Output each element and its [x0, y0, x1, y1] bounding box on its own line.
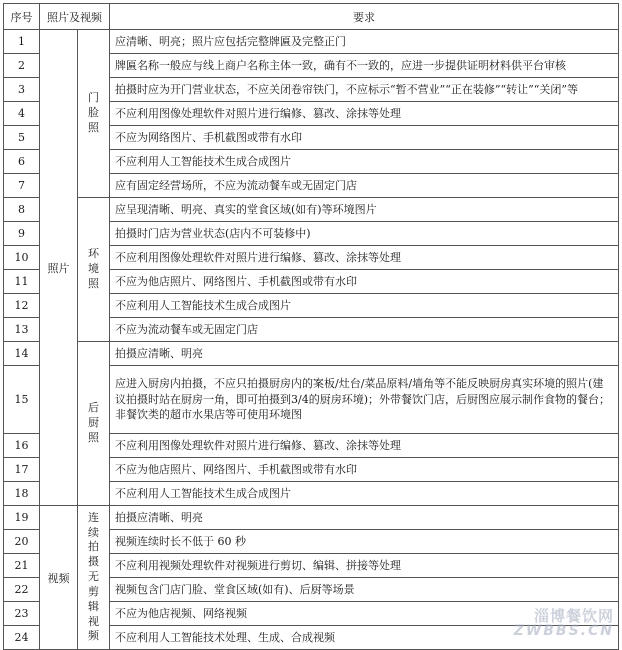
requirement-text: 拍摄时门店为营业状态(店内不可装修中): [110, 222, 619, 246]
requirement-text: 视频连续时长不低于 60 秒: [110, 530, 619, 554]
requirement-text: 不应利用视频处理软件对视频进行剪切、编辑、拼接等处理: [110, 554, 619, 578]
subgroup-environment-label: 环境照: [88, 247, 99, 290]
requirement-text: 不应利用人工智能技术生成合成图片: [110, 294, 619, 318]
requirement-text: 不应利用人工智能技术生成合成图片: [110, 150, 619, 174]
requirement-text: 不应利用图像处理软件对照片进行编修、篡改、涂抹等处理: [110, 102, 619, 126]
watermark-line1: 淄博餐饮网: [533, 606, 614, 625]
row-number: 5: [4, 126, 40, 150]
row-number: 12: [4, 294, 40, 318]
header-no: 序号: [4, 4, 40, 30]
table-row: [4, 30, 619, 54]
table-row: [4, 342, 619, 366]
row-number: 3: [4, 78, 40, 102]
requirement-text: 不应为网络图片、手机截图或带有水印: [110, 126, 619, 150]
requirement-text: 不应利用人工智能技术处理、生成、合成视频: [110, 626, 619, 650]
row-number: 18: [4, 482, 40, 506]
requirement-text: 不应为流动餐车或无固定门店: [110, 318, 619, 342]
requirement-text: 应呈现清晰、明亮、真实的堂食区域(如有)等环境图片: [110, 198, 619, 222]
requirement-text: 不应为他店照片、网络图片、手机截图或带有水印: [110, 270, 619, 294]
subgroup-storefront: [78, 30, 110, 198]
header-requirement: 要求: [110, 4, 619, 30]
requirement-text: 视频包含门店门脸、堂食区域(如有)、后厨等场景: [110, 578, 619, 602]
requirement-text: 不应为他店照片、网络图片、手机截图或带有水印: [110, 458, 619, 482]
row-number: 16: [4, 434, 40, 458]
subgroup-storefront-label: 门脸照: [88, 91, 99, 134]
row-number: 20: [4, 530, 40, 554]
group-photo: 照片: [40, 30, 78, 506]
row-number: 19: [4, 506, 40, 530]
requirement-text: 拍摄应清晰、明亮: [110, 506, 619, 530]
requirement-text: 拍摄时应为开门营业状态，不应关闭卷帘铁门，不应标示“暂不营业”“正在装修”“转让”“关闭”等: [110, 78, 619, 102]
row-number: 7: [4, 174, 40, 198]
table-row: [4, 198, 619, 222]
row-number: 23: [4, 602, 40, 626]
row-number: 21: [4, 554, 40, 578]
requirement-text: 应有固定经营场所，不应为流动餐车或无固定门店: [110, 174, 619, 198]
subgroup-continuous-video-label: 连续拍摄无剪辑视频: [88, 510, 99, 643]
watermark-line2: ZWBBS.CN: [513, 623, 614, 640]
header-category: 照片及视频: [40, 4, 110, 30]
group-video: 视频: [40, 506, 78, 650]
subgroup-kitchen: [78, 342, 110, 506]
table-row: [4, 506, 619, 530]
requirement-text: 不应为他店视频、网络视频: [110, 602, 619, 626]
requirement-text: 不应利用图像处理软件对照片进行编修、篡改、涂抹等处理: [110, 434, 619, 458]
row-number: 8: [4, 198, 40, 222]
requirement-text: 拍摄应清晰、明亮: [110, 342, 619, 366]
row-number: 10: [4, 246, 40, 270]
row-number: 9: [4, 222, 40, 246]
requirement-text: 应清晰、明亮；照片应包括完整牌匾及完整正门: [110, 30, 619, 54]
row-number: 13: [4, 318, 40, 342]
row-number: 6: [4, 150, 40, 174]
row-number: 1: [4, 30, 40, 54]
requirement-text: 应进入厨房内拍摄，不应只拍摄厨房内的案板/灶台/菜品原料/墙角等不能反映厨房真实环境的照片(建议拍摄时站在厨房一角，即可拍摄到3/4的厨房环境)；外带餐饮门店，后厨图应展示制作食物的餐台；非餐饮类的超市水果店等可使用环境图: [110, 366, 619, 434]
row-number: 15: [4, 366, 40, 434]
subgroup-kitchen-label: 后厨照: [88, 401, 99, 444]
row-number: 2: [4, 54, 40, 78]
row-number: 11: [4, 270, 40, 294]
subgroup-continuous-video: [78, 506, 110, 650]
requirements-table: [3, 3, 619, 650]
requirement-text: 不应利用图像处理软件对照片进行编修、篡改、涂抹等处理: [110, 246, 619, 270]
table-header-row: [4, 4, 619, 30]
row-number: 24: [4, 626, 40, 650]
requirement-text: 不应利用人工智能技术生成合成图片: [110, 482, 619, 506]
row-number: 4: [4, 102, 40, 126]
requirement-text: 牌匾名称一般应与线上商户名称主体一致，确有不一致的，应进一步提供证明材料供平台审核: [110, 54, 619, 78]
subgroup-environment: [78, 198, 110, 342]
row-number: 22: [4, 578, 40, 602]
row-number: 14: [4, 342, 40, 366]
row-number: 17: [4, 458, 40, 482]
